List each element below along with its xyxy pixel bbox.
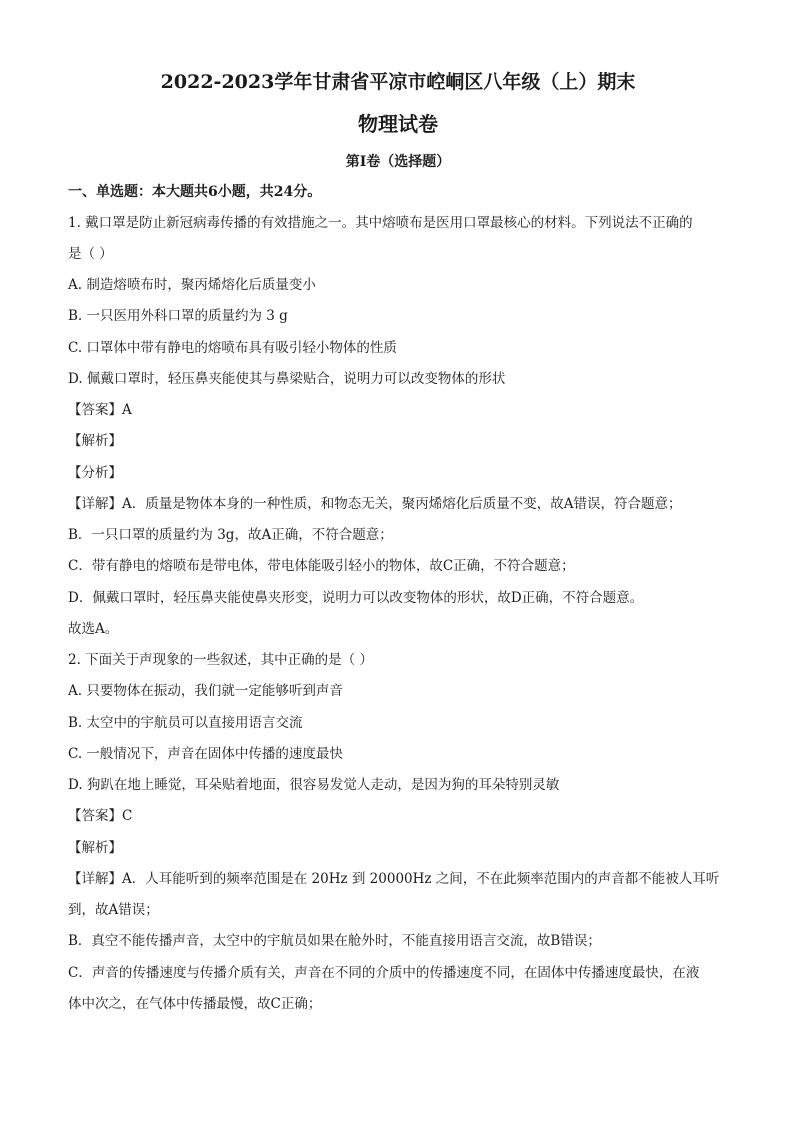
- exam-subtitle: 物理试卷: [358, 112, 438, 136]
- q2-answer: 【答案】C: [68, 808, 133, 824]
- q1-option-c: C. 口罩体中带有静电的熔喷布具有吸引轻小物体的性质: [68, 340, 397, 356]
- q2-stem: 2. 下面关于声现象的一些叙述，其中正确的是（ ）: [68, 652, 373, 668]
- q1-option-a: A. 制造熔喷布时，聚丙烯熔化后质量变小: [68, 277, 316, 293]
- q1-stem-line2: 是（ ）: [68, 246, 113, 262]
- q2-option-d: D. 狗趴在地上睡觉，耳朵贴着地面，很容易发觉人走动，是因为狗的耳朵特别灵敏: [68, 777, 560, 793]
- q1-answer: 【答案】A: [68, 402, 132, 418]
- q2-option-c: C. 一般情况下，声音在固体中传播的速度最快: [68, 746, 343, 762]
- q1-stem-line1: 1. 戴口罩是防止新冠病毒传播的有效措施之一。其中熔喷布是医用口罩最核心的材料。下列说法不正确的: [68, 215, 693, 231]
- q2-analysis-label: 【解析】: [68, 840, 122, 856]
- exam-title: 2022-2023学年甘肃省平凉市崆峒区八年级（上）期末: [160, 71, 636, 93]
- q2-detail-b: B．真空不能传播声音，太空中的宇航员如果在舱外时，不能直接用语言交流，故B错误；: [68, 933, 601, 949]
- q1-detail-d: D．佩戴口罩时，轻压鼻夹能使鼻夹形变，说明力可以改变物体的形状，故D正确，不符合题意。: [68, 590, 644, 606]
- q1-detail-a: 【详解】A．质量是物体本身的一种性质，和物态无关，聚丙烯熔化后质量不变，故A错误，符合题意；: [68, 496, 682, 512]
- q1-option-b: B. 一只医用外科口罩的质量约为 3 g: [68, 308, 288, 324]
- q2-option-b: B. 太空中的宇航员可以直接用语言交流: [68, 715, 303, 731]
- q1-detail-c: C．带有静电的熔喷布是带电体，带电体能吸引轻小的物体，故C正确，不符合题意；: [68, 558, 575, 574]
- q1-conclusion: 故选A。: [68, 621, 119, 637]
- q2-detail-a-line1: 【详解】A．人耳能听到的频率范围是在 20Hz 到 20000Hz 之间，不在此频率范围内的声音都不能被人耳听: [68, 871, 720, 887]
- section-heading: 一、单选题：本大题共6小题，共24分。: [68, 184, 322, 200]
- q1-fenxi-label: 【分析】: [68, 465, 122, 481]
- q2-detail-c-line1: C．声音的传播速度与传播介质有关，声音在不同的介质中的传播速度不同，在固体中传播速度最快，在液: [68, 965, 700, 981]
- q2-detail-c-line2: 体中次之，在气体中传播最慢，故C正确；: [68, 996, 322, 1012]
- exam-part-heading: 第I卷（选择题）: [345, 154, 451, 170]
- q1-option-d: D. 佩戴口罩时，轻压鼻夹能使其与鼻梁贴合，说明力可以改变物体的形状: [68, 371, 506, 387]
- q1-analysis-label: 【解析】: [68, 433, 122, 449]
- q2-detail-a-line2: 到，故A错误；: [68, 902, 159, 918]
- q1-detail-b: B．一只口罩的质量约为 3g，故A正确，不符合题意；: [68, 527, 393, 543]
- q2-option-a: A. 只要物体在振动，我们就一定能够听到声音: [68, 683, 343, 699]
